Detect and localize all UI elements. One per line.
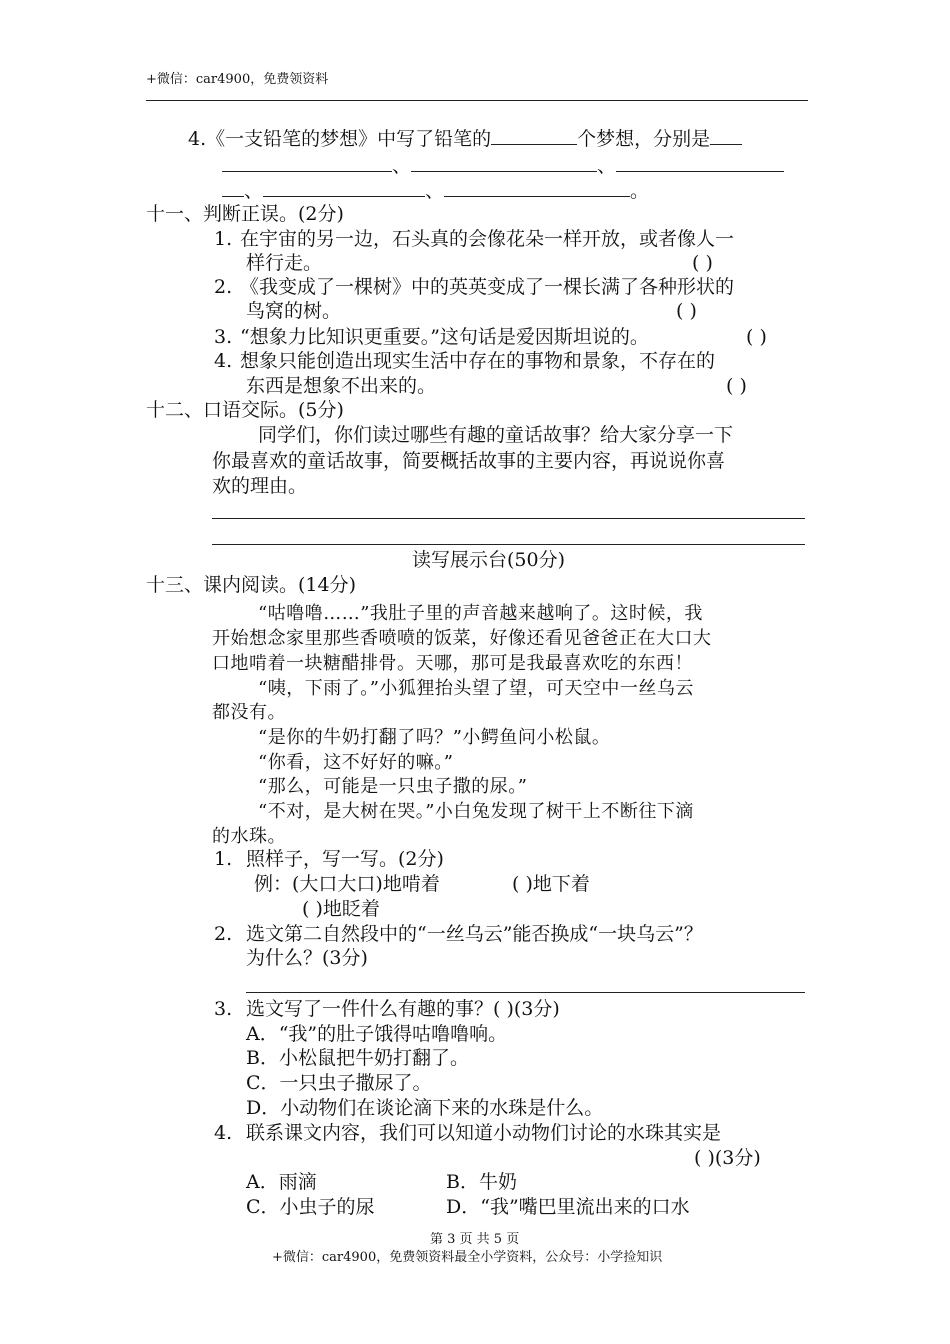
- passage-line-5: 都没有。: [212, 702, 286, 723]
- s11-item-1-answer[interactable]: ( ): [692, 252, 713, 274]
- s13-q4-num: 4.: [214, 1122, 233, 1144]
- s11-item-2-line-1: 《我变成了一棵树》中的英英变成了一棵长满了各种形状的: [240, 276, 735, 298]
- s13-q3-option-c: C．一只虫子撒尿了。: [246, 1072, 432, 1094]
- q4-line-3: 、 、 。: [222, 178, 649, 203]
- s12-answer-line-1[interactable]: [212, 518, 805, 519]
- passage-line-8: “那么，可能是一只虫子撒的尿。”: [258, 776, 528, 797]
- s13-q4-option-a: A．雨滴: [246, 1171, 317, 1193]
- s11-item-2-answer[interactable]: ( ): [676, 300, 697, 322]
- s11-item-3-line-1: “想象力比知识更重要。”这句话是爱因斯坦说的。: [240, 326, 649, 348]
- s11-item-4-line-1: 想象只能创造出现实生活中存在的事物和景象，不存在的: [240, 350, 716, 372]
- s13-q2-line-1: 选文第二自然段中的“一丝乌云”能否换成“一块乌云”？: [246, 923, 703, 945]
- s13-title: 十三、课内阅读。(14分): [146, 574, 357, 596]
- q4-blank-1a[interactable]: [710, 126, 742, 145]
- s13-q3-option-a: A．“我”的肚子饿得咕噜噜响。: [246, 1023, 508, 1045]
- s13-q1-answer-a[interactable]: ( )地下着: [512, 873, 590, 895]
- s11-title: 十一、判断正误。(2分): [146, 203, 344, 225]
- passage-line-9: “不对，是大树在哭。”小白兔发现了树干上不断往下滴: [258, 801, 694, 822]
- passage-line-3: 口地啃着一块糖醋排骨。天哪，那可是我最喜欢吃的东西！: [212, 653, 693, 674]
- header-rule: [146, 100, 808, 101]
- s11-item-3-answer[interactable]: ( ): [746, 326, 767, 348]
- s13-q2-answer-line[interactable]: [246, 992, 805, 993]
- s11-item-4-num: 4.: [214, 350, 233, 372]
- q4-blank-1b[interactable]: [222, 153, 392, 172]
- passage-line-7: “你看，这不好好的嘛。”: [258, 752, 454, 773]
- s13-q3-option-d: D．小动物们在谈论滴下来的水珠是什么。: [246, 1097, 604, 1119]
- s13-q4-text: 联系课文内容，我们可以知道小动物们讨论的水珠其实是: [246, 1122, 722, 1144]
- header-text: +微信：car4900，免费领资料: [146, 72, 329, 87]
- s11-item-3-num: 3.: [214, 326, 233, 348]
- passage-line-4: “咦，下雨了。”小狐狸抬头望了望，可天空中一丝乌云: [258, 678, 694, 699]
- passage-line-1: “咕噜噜……”我肚子里的声音越来越响了。这时候，我: [258, 603, 703, 624]
- s13-q4-option-b: B．牛奶: [446, 1171, 517, 1193]
- q4-blank-3b[interactable]: [222, 178, 244, 197]
- s13-q4-option-c: C．小虫子的尿: [246, 1196, 375, 1218]
- s13-q2-line-2: 为什么？(3分): [246, 947, 368, 969]
- q4-count-blank[interactable]: [491, 126, 577, 145]
- q4-blank-2[interactable]: [411, 153, 597, 172]
- s13-q1-num: 1.: [214, 848, 233, 870]
- q4-number: 4.: [188, 128, 207, 150]
- s13-q1-answer-b[interactable]: ( )地眨着: [302, 898, 380, 920]
- s13-q2-num: 2.: [214, 923, 233, 945]
- q4-text-mid: 个梦想，分别是: [577, 128, 711, 150]
- q4-line-1: [188, 126, 742, 151]
- q4-blank-3a[interactable]: [616, 153, 784, 172]
- s12-line-2: 你最喜欢的童话故事，简要概括故事的主要内容，再说说你喜: [212, 450, 726, 472]
- q4-blank-5[interactable]: [444, 178, 630, 197]
- s11-item-1-num: 1.: [214, 228, 233, 250]
- s11-item-1-line-2: 样行走。: [246, 252, 323, 274]
- s11-item-2-num: 2.: [214, 276, 233, 298]
- s13-q4-answer[interactable]: ( )(3分): [694, 1147, 761, 1169]
- s13-q3-num: 3.: [214, 998, 233, 1020]
- footer-text: +微信：car4900，免费领资料最全小学资料，公众号：小学捡知识: [272, 1250, 663, 1265]
- s13-q1-example: 例：(大口大口)地啃着: [254, 873, 440, 895]
- q4-line-2: 、 、: [222, 153, 784, 178]
- s11-item-2-line-2: 鸟窝的树。: [246, 300, 342, 322]
- s11-item-1-line-1: 在宇宙的另一边，石头真的会像花朵一样开放，或者像人一: [240, 228, 735, 250]
- passage-line-6: “是你的牛奶打翻了吗？”小鳄鱼问小松鼠。: [258, 727, 611, 748]
- passage-line-2: 开始想念家里那些香喷喷的饭菜，好像还看见爸爸正在大口大: [212, 628, 712, 649]
- passage-line-10: 的水珠。: [212, 826, 286, 847]
- q4-blank-4[interactable]: [263, 178, 425, 197]
- q4-text-pre: 《一支铅笔的梦想》中写了铅笔的: [206, 128, 492, 150]
- s11-item-4-answer[interactable]: ( ): [726, 375, 747, 397]
- s11-item-4-line-2: 东西是想象不出来的。: [246, 375, 437, 397]
- s12-answer-line-2[interactable]: [212, 544, 805, 545]
- s13-q1-text: 照样子，写一写。(2分): [246, 848, 444, 870]
- s12-line-3: 欢的理由。: [212, 475, 308, 497]
- s13-q3-text: 选文写了一件什么有趣的事？( )(3分): [246, 998, 560, 1020]
- s12-line-1: 同学们，你们读过哪些有趣的童话故事？给大家分享一下: [258, 424, 734, 446]
- page-number: 第 3 页 共 5 页: [430, 1232, 520, 1247]
- section-title: 读写展示台(50分): [412, 549, 566, 571]
- s13-q3-option-b: B．小松鼠把牛奶打翻了。: [246, 1047, 469, 1069]
- s13-q4-option-d: D．“我”嘴巴里流出来的口水: [446, 1196, 690, 1218]
- s12-title: 十二、口语交际。(5分): [146, 399, 344, 421]
